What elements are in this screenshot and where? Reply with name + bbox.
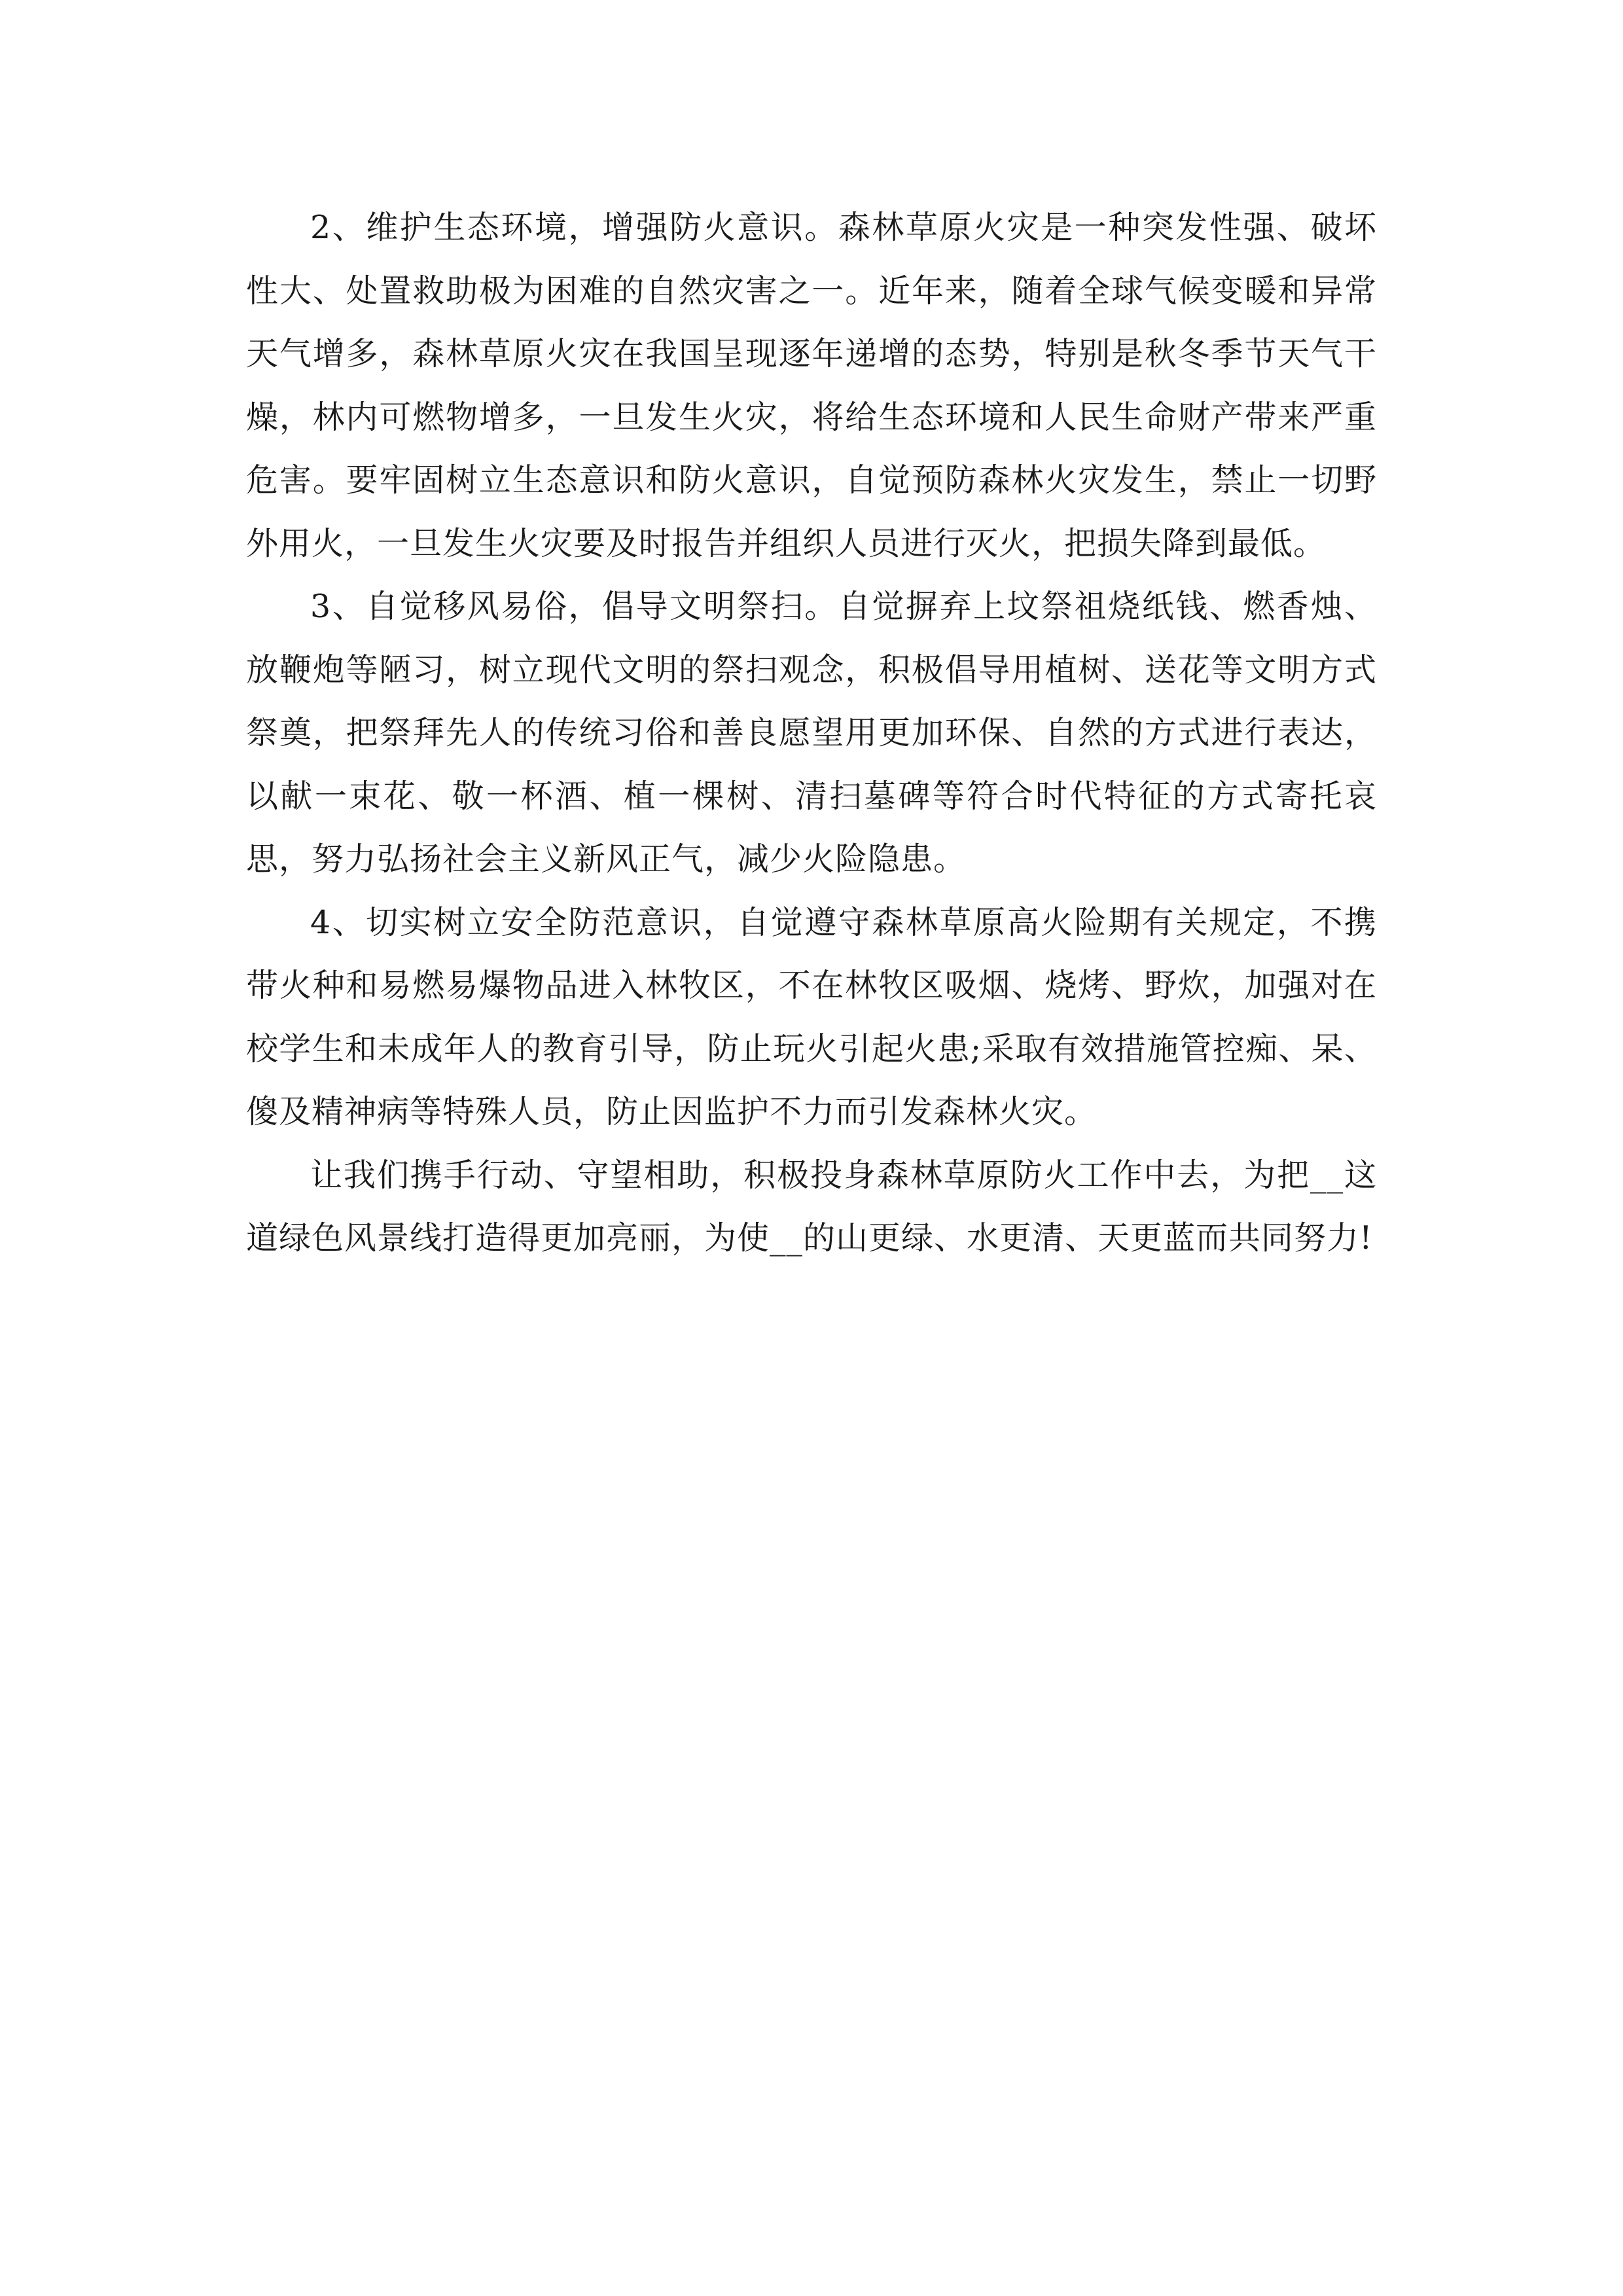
paragraph-item-2: 2、维护生态环境，增强防火意识。森林草原火灾是一种突发性强、破坏性大、处置救助极为困难的自然灾害之一。近年来，随着全球气候变暖和异常天气增多，森林草原火灾在我国呈现逐年递增的态势，特别是秋冬季节天气干燥，林内可燃物增多，一旦发生火灾，将给生态环境和人民生命财产带来严重危害。要牢固树立生态意识和防火意识，自觉预防森林火灾发生，禁止一切野外用火，一旦发生火灾要及时报告并组织人员进行灭火，把损失降到最低。 — [246, 209, 1377, 562]
paragraph-item-3: 3、自觉移风易俗，倡导文明祭扫。自觉摒弃上坟祭祖烧纸钱、燃香烛、放鞭炮等陋习，树立现代文明的祭扫观念，积极倡导用植树、送花等文明方式祭奠，把祭拜先人的传统习俗和善良愿望用更加环保、自然的方式进行表达，以献一束花、敬一杯酒、植一棵树、清扫墓碑等符合时代特征的方式寄托哀思，努力弘扬社会主义新风正气，减少火险隐患。 — [246, 588, 1377, 878]
paragraph-item-4: 4、切实树立安全防范意识，自觉遵守森林草原高火险期有关规定，不携带火种和易燃易爆物品进入林牧区，不在林牧区吸烟、烧烤、野炊，加强对在校学生和未成年人的教育引导，防止玩火引起火患;采取有效措施管控痴、呆、傻及精神病等特殊人员，防止因监护不力而引发森林火灾。 — [246, 903, 1377, 1130]
document-body — [246, 196, 1377, 1270]
closing-paragraph: 让我们携手行动、守望相助，积极投身森林草原防火工作中去，为把__这道绿色风景线打造得更加亮丽，为使__的山更绿、水更清、天更蓝而共同努力! — [246, 1156, 1377, 1257]
